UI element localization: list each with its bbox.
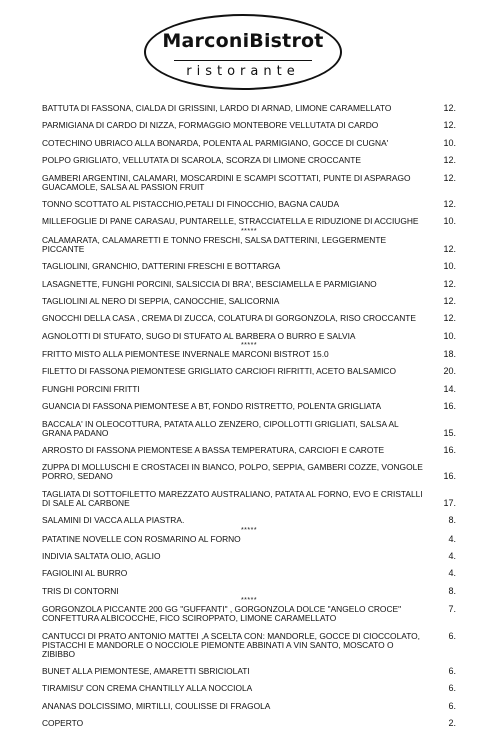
menu-item-price: 6.	[448, 630, 456, 641]
menu-item-price: 4.	[448, 550, 456, 561]
menu-item	[42, 385, 456, 394]
menu-item-description: TONNO SCOTTATO AL PISTACCHIO,PETALI DI FINOCCHIO, BAGNA CAUDA	[42, 198, 340, 209]
menu-item-price: 12.	[443, 198, 456, 209]
menu-item	[42, 367, 456, 376]
menu-item-description: BACCALA' IN OLEOCOTTURA, PATATA ALLO ZENZERO, CIPOLLOTTI GRIGLIATI, SALSA AL GRANA PADANO	[42, 418, 399, 438]
menu-item-price: 16.	[443, 471, 456, 482]
menu-item-price: 12.	[443, 313, 456, 324]
menu-item	[42, 236, 456, 254]
menu-item	[42, 280, 456, 289]
menu-item	[42, 719, 456, 728]
menu-item-price: 2.	[448, 718, 456, 729]
menu-item-price: 10.	[443, 330, 456, 341]
menu-item-price: 7.	[448, 604, 456, 615]
menu-item-price: 12.	[443, 155, 456, 166]
menu-item-price: 12.	[443, 295, 456, 306]
menu-item-description: CALAMARATA, CALAMARETTI E TONNO FRESCHI, SALSA DATTERINI, LEGGERMENTE PICCANTE	[42, 234, 387, 254]
menu-item	[42, 332, 456, 341]
menu-item-price: 4.	[448, 533, 456, 544]
menu-item-description: ZUPPA DI MOLLUSCHI E CROSTACEI IN BIANCO, POLPO, SEPPIA, GAMBERI COZZE, VONGOLE PORRO, SEDANO	[42, 462, 423, 482]
menu-item-description: FUNGHI PORCINI FRITTI	[42, 383, 140, 394]
menu-list	[42, 104, 456, 737]
menu-item-price: 14.	[443, 383, 456, 394]
menu-item-price: 20.	[443, 366, 456, 377]
section-separator: *****	[240, 342, 258, 350]
menu-item	[42, 200, 456, 209]
menu-item-description: MILLEFOGLIE DI PANE CARASAU, PUNTARELLE, STRACCIATELLA E RIDUZIONE DI ACCIUGHE	[42, 216, 419, 227]
menu-item-description: FRITTO MISTO ALLA PIEMONTESE INVERNALE MARCONI BISTROT 15.0	[42, 349, 329, 360]
menu-item	[42, 314, 456, 323]
menu-item-description: ANANAS DOLCISSIMO, MIRTILLI, COULISSE DI FRAGOLA	[42, 700, 271, 711]
menu-item-description: TRIS DI CONTORNI	[42, 585, 119, 596]
menu-item	[42, 420, 456, 438]
menu-item-price: 8.	[448, 585, 456, 596]
logo-name: MarconiBistrot	[162, 30, 324, 52]
menu-item	[42, 632, 456, 659]
section-separator: *****	[240, 597, 258, 605]
menu-item-description: GUANCIA DI FASSONA PIEMONTESE A BT, FONDO RISTRETTO, POLENTA GRIGLIATA	[42, 401, 382, 412]
menu-item	[42, 490, 456, 508]
menu-item-price: 12.	[443, 172, 456, 183]
menu-item	[42, 156, 456, 165]
menu-item-description: COTECHINO UBRIACO ALLA BONARDA, POLENTA AL PARMIGIANO, GOCCE DI CUGNA'	[42, 137, 389, 148]
menu-item-price: 12.	[443, 278, 456, 289]
menu-item	[42, 104, 456, 113]
menu-item-price: 12.	[443, 120, 456, 131]
menu-item-description: COPERTO	[42, 718, 84, 729]
menu-item-price: 8.	[448, 515, 456, 526]
menu-item-price: 6.	[448, 665, 456, 676]
logo-subtitle: ristorante	[186, 64, 300, 79]
menu-item	[42, 121, 456, 130]
menu-item-description: SALAMINI DI VACCA ALLA PIASTRA.	[42, 515, 185, 526]
menu-item-description: CANTUCCI DI PRATO ANTONIO MATTEI ,A SCELTA CON: MANDORLE, GOCCE DI CIOCCOLATO, PISTACCHI E MANDORLE O NOCCIOLE PIEMONTE ABBINATI A VIN SANTO, MOSCATO O ZIBIBBO	[42, 630, 421, 659]
menu-item	[42, 667, 456, 676]
menu-item-description: TIRAMISU' CON CREMA CHANTILLY ALLA NOCCIOLA	[42, 683, 253, 694]
menu-item-description: BUNET ALLA PIEMONTESE, AMARETTI SBRICIOLATI	[42, 665, 250, 676]
menu-item-description: AGNOLOTTI DI STUFATO, SUGO DI STUFATO AL BARBERA O BURRO E SALVIA	[42, 330, 356, 341]
menu-item-description: BATTUTA DI FASSONA, CIALDA DI GRISSINI, LARDO DI ARNAD, LIMONE CARAMELLATO	[42, 103, 392, 113]
menu-item	[42, 463, 456, 481]
menu-item	[42, 297, 456, 306]
menu-item	[42, 684, 456, 693]
menu-item-description: GAMBERI ARGENTINI, CALAMARI, MOSCARDINI E SCAMPI SCOTTATI, PUNTE DI ASPARAGO GUACAMOLE, SALSA AL PASSION FRUIT	[42, 172, 411, 192]
menu-item-price: 16.	[443, 401, 456, 412]
menu-item-description: TAGLIATA DI SOTTOFILETTO MAREZZATO AUSTRALIANO, PATATA AL FORNO, EVO E CRISTALLI DI SALE AL CARBONE	[42, 488, 423, 508]
menu-item-description: ARROSTO DI FASSONA PIEMONTESE A BASSA TEMPERATURA, CARCIOFI E CAROTE	[42, 445, 385, 456]
menu-item-price: 10.	[443, 216, 456, 227]
menu-item	[42, 139, 456, 148]
menu-item-description: PARMIGIANA DI CARDO DI NIZZA, FORMAGGIO MONTEBORE VELLUTATA DI CARDO	[42, 120, 379, 131]
menu-item-price: 18.	[443, 349, 456, 360]
menu-item-description: LASAGNETTE, FUNGHI PORCINI, SALSICCIA DI BRA', BESCIAMELLA E PARMIGIANO	[42, 278, 377, 289]
menu-item	[42, 174, 456, 192]
menu-item	[42, 702, 456, 711]
menu-item-description: FILETTO DI FASSONA PIEMONTESE GRIGLIATO CARCIOFI RIFRITTI, ACETO BALSAMICO	[42, 366, 396, 377]
menu-item-description: PATATINE NOVELLE CON ROSMARINO AL FORNO	[42, 533, 241, 544]
menu-item	[42, 402, 456, 411]
menu-item-price: 10.	[443, 137, 456, 148]
menu-item-price: 6.	[448, 700, 456, 711]
menu-item-price: 17.	[443, 497, 456, 508]
menu-item	[42, 569, 456, 578]
logo-rule	[174, 60, 312, 61]
section-separator: *****	[240, 526, 258, 534]
menu-item	[42, 262, 456, 271]
menu-item	[42, 605, 456, 623]
menu-item-description: POLPO GRIGLIATO, VELLUTATA DI SCAROLA, SCORZA DI LIMONE CROCCANTE	[42, 155, 361, 166]
menu-item	[42, 552, 456, 561]
menu-item-price: 12.	[443, 103, 456, 113]
menu-item-description: TAGLIOLINI AL NERO DI SEPPIA, CANOCCHIE, SALICORNIA	[42, 295, 280, 306]
menu-item-price: 10.	[443, 261, 456, 272]
menu-item-price: 15.	[443, 427, 456, 438]
menu-item	[42, 516, 456, 525]
menu-item	[42, 217, 456, 226]
menu-item-price: 12.	[443, 243, 456, 254]
menu-item	[42, 587, 456, 596]
restaurant-logo	[144, 14, 342, 90]
menu-item	[42, 350, 456, 359]
menu-item-price: 16.	[443, 445, 456, 456]
menu-item	[42, 446, 456, 455]
section-separator: *****	[240, 227, 258, 235]
menu-item-price: 4.	[448, 568, 456, 579]
menu-item-description: INDIVIA SALTATA OLIO, AGLIO	[42, 550, 161, 561]
menu-item	[42, 535, 456, 544]
menu-item-description: TAGLIOLINI, GRANCHIO, DATTERINI FRESCHI E BOTTARGA	[42, 261, 281, 272]
menu-item-description: GNOCCHI DELLA CASA , CREMA DI ZUCCA, COLATURA DI GORGONZOLA, RISO CROCCANTE	[42, 313, 416, 324]
menu-item-description: GORGONZOLA PICCANTE 200 GG "GUFFANTI" , GORGONZOLA DOLCE "ANGELO CROCE" CONFETTURA ALBICOCCHE, FICO SCIROPPATO, LIMONE CARAMELLATO	[42, 604, 402, 624]
menu-item-price: 6.	[448, 683, 456, 694]
menu-item-description: FAGIOLINI AL BURRO	[42, 568, 128, 579]
